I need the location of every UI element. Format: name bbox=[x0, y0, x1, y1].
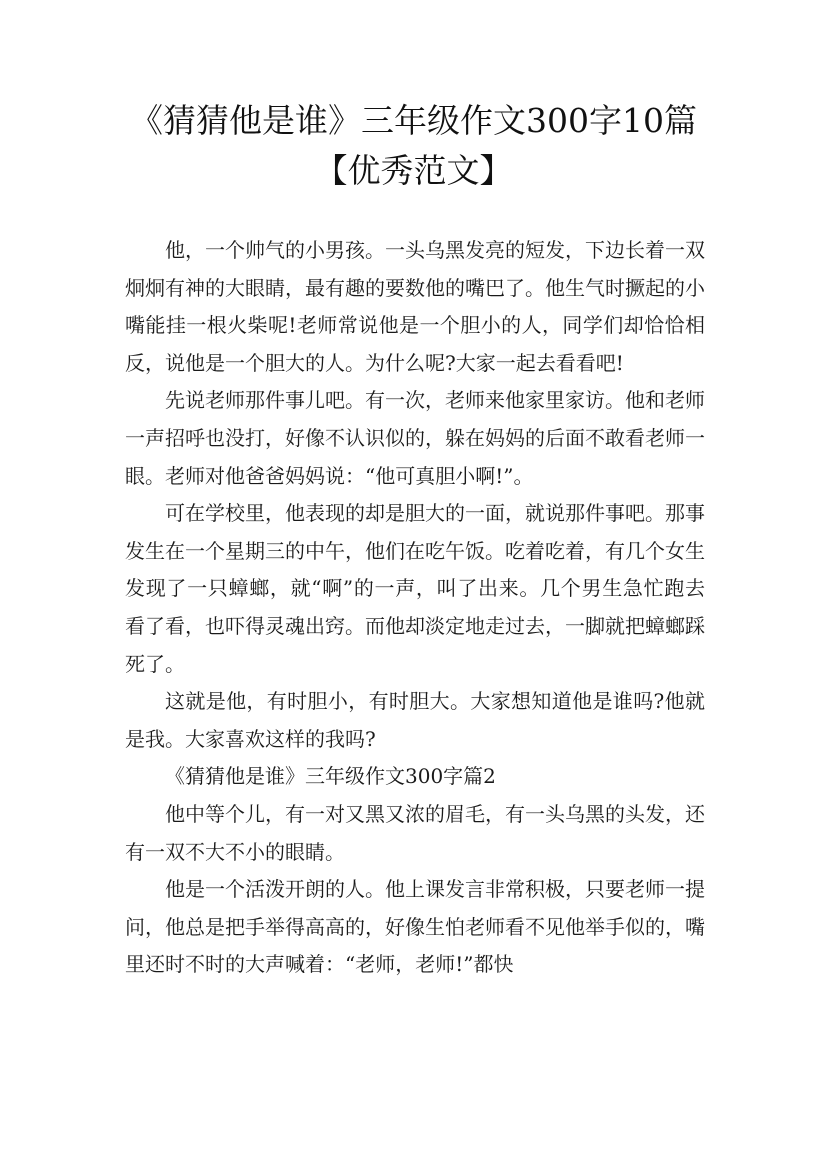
document-body bbox=[125, 232, 705, 984]
paragraph: 他中等个儿，有一对又黑又浓的眉毛，有一头乌黑的头发，还有一双不大不小的眼睛。 bbox=[125, 801, 705, 864]
document-title: 《猜猜他是谁》三年级作文300字10篇【优秀范文】 bbox=[130, 101, 697, 190]
paragraph: 先说老师那件事儿吧。有一次，老师来他家里家访。他和老师一声招呼也没打，好像不认识似的，躲在妈妈的后面不敢看老师一眼。老师对他爸爸妈妈说：“他可真胆小啊!”。 bbox=[125, 388, 705, 488]
section-heading: 《猜猜他是谁》三年级作文300字篇2 bbox=[165, 764, 496, 789]
paragraph: 他是一个活泼开朗的人。他上课发言非常积极，只要老师一提问，他总是把手举得高高的，好像生怕老师看不见他举手似的，嘴里还时不时的大声喊着：“老师，老师!”都快 bbox=[125, 877, 705, 977]
paragraph: 这就是他，有时胆小，有时胆大。大家想知道他是谁吗?他就是我。大家喜欢这样的我吗? bbox=[125, 689, 705, 751]
paragraph: 他，一个帅气的小男孩。一头乌黑发亮的短发，下边长着一双炯炯有神的大眼睛，最有趣的要数他的嘴巴了。他生气时撅起的小嘴能挂一根火柴呢!老师常说他是一个胆小的人，同学们却恰恰相反，说他是一个胆大的人。为什么呢?大家一起去看看吧! bbox=[125, 238, 705, 375]
paragraph: 可在学校里，他表现的却是胆大的一面，就说那件事吧。那事发生在一个星期三的中午，他们在吃午饭。吃着吃着，有几个女生发现了一只蟑螂，就“啊”的一声，叫了出来。几个男生急忙跑去看了看，也吓得灵魂出窍。而他却淡定地走过去，一脚就把蟑螂踩死了。 bbox=[125, 501, 705, 676]
